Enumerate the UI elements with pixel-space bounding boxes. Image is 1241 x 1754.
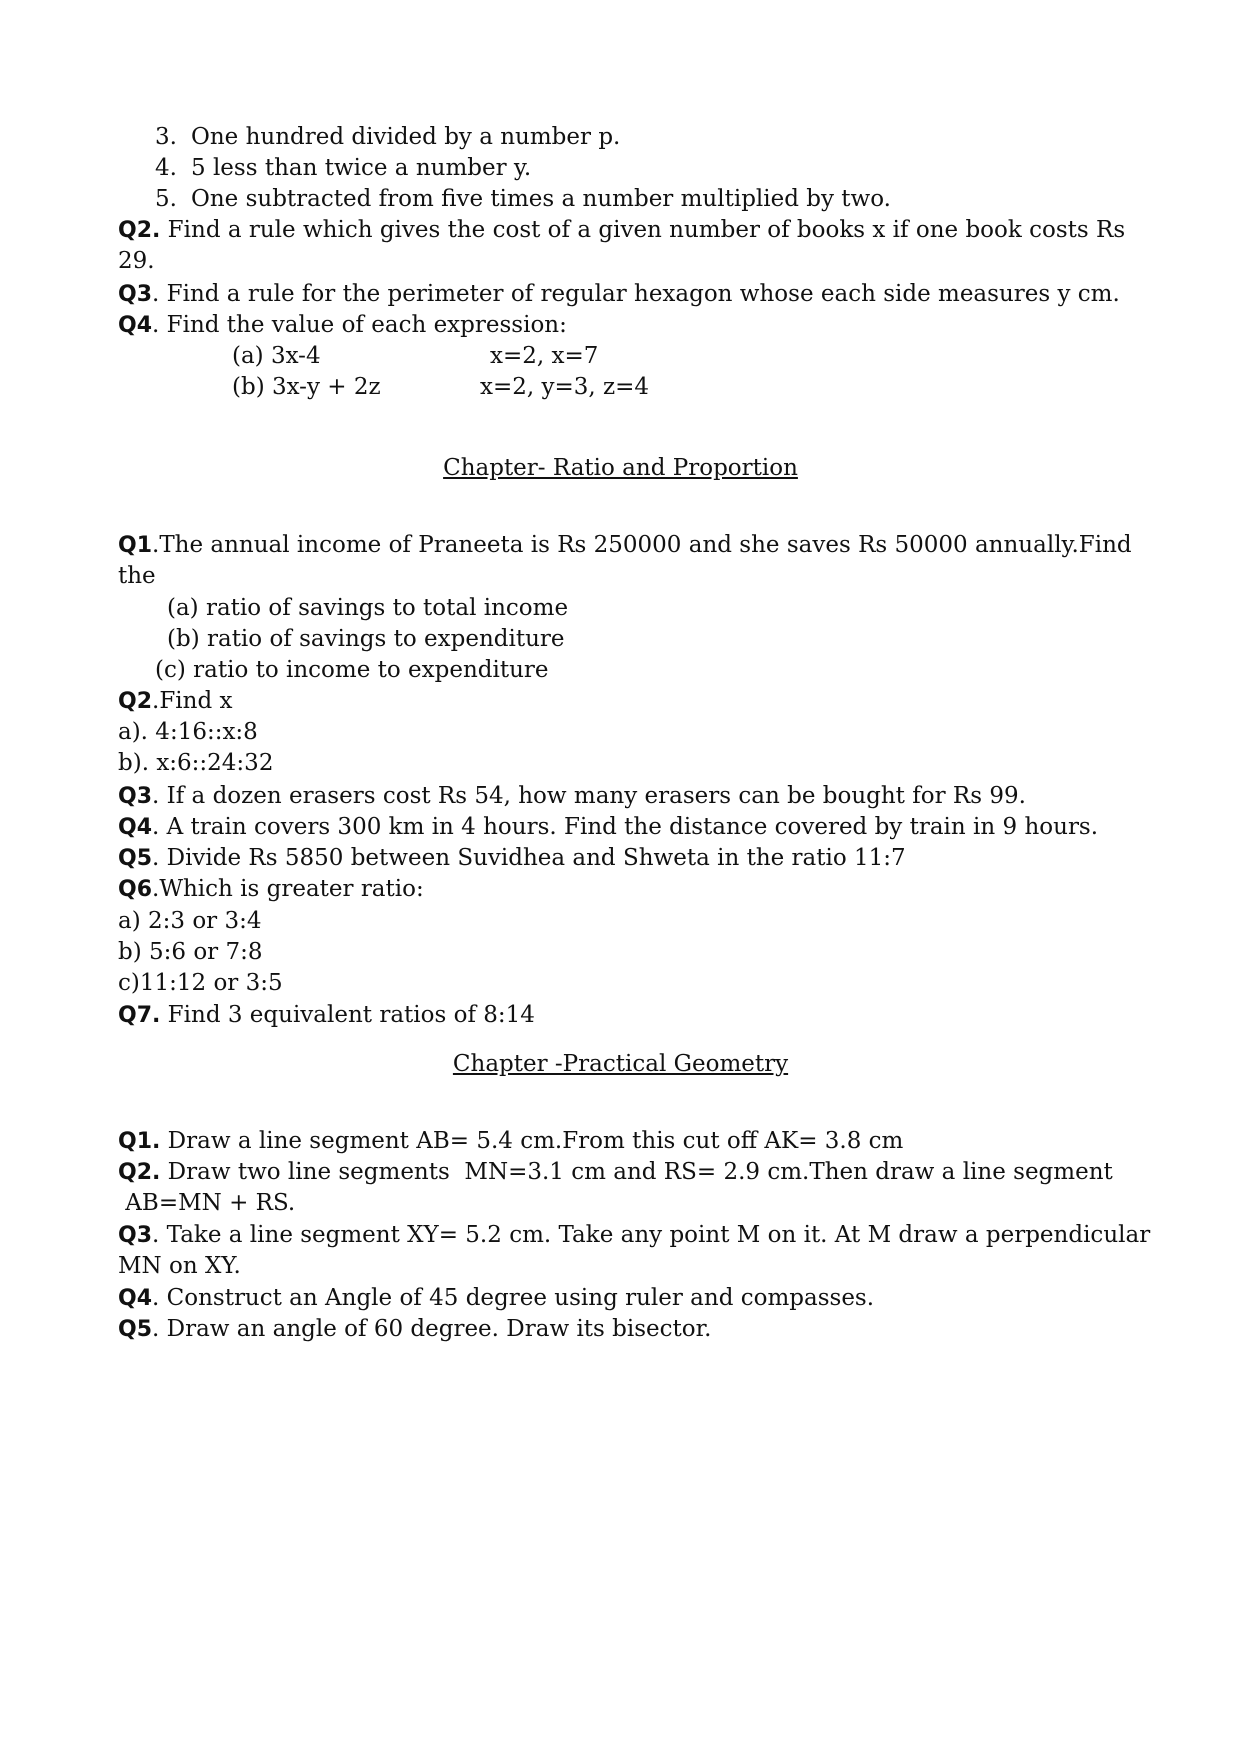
item-number: 3. [155,124,177,150]
question-text: Find a rule which gives the cost of a given number of books x if one book costs Rs [160,217,1126,243]
question-q5 [118,843,906,873]
question-q3 [118,781,1026,811]
question-q2 [118,1157,1113,1187]
question-q7 [118,1000,535,1030]
question-text: . Divide Rs 5850 between Suvidhea and Shweta in the ratio 11:7 [152,845,906,871]
sub-part: a). 4:16::x:8 [118,719,258,745]
question-label: Q1 [118,533,153,558]
sub-part: (b) ratio of savings to expenditure [167,626,565,652]
question-q3 [118,1220,1150,1250]
question-text: . A train covers 300 km in 4 hours. Find the distance covered by train in 9 hours. [152,814,1099,840]
question-continuation: AB=MN + RS. [118,1190,296,1216]
question-text: .The annual income of Praneeta is Rs 250000 and she saves Rs 50000 annually.Find [152,532,1132,558]
sub-part: b) 5:6 or 7:8 [118,939,263,965]
expression-row [232,341,321,371]
question-label: Q5 [118,1317,153,1342]
item-number: 5. [155,186,177,212]
sub-part: (a) ratio of savings to total income [167,595,569,621]
question-q6 [118,874,424,904]
question-label: Q2 [118,689,153,714]
question-label: Q2. [118,1160,161,1185]
item-number: 4. [155,155,177,181]
question-label: Q3 [118,1223,153,1248]
question-q4 [118,812,1098,842]
question-text: Draw two line segments MN=3.1 cm and RS= 2.9 cm.Then draw a line segment [160,1159,1113,1185]
question-label: Q3 [118,282,153,307]
item-text: One subtracted from five times a number multiplied by two. [191,186,891,212]
question-text: Draw a line segment AB= 5.4 cm.From this cut off AK= 3.8 cm [160,1128,904,1154]
question-text: . Draw an angle of 60 degree. Draw its bisector. [152,1316,712,1342]
question-q3 [118,279,1120,309]
question-label: Q1. [118,1129,161,1154]
question-q2 [118,215,1125,245]
question-q1 [118,530,1132,560]
question-q1 [118,1126,903,1156]
chapter-heading: Chapter -Practical Geometry [452,1051,789,1077]
question-text: Find 3 equivalent ratios of 8:14 [160,1002,535,1028]
question-text: . If a dozen erasers cost Rs 54, how many erasers can be bought for Rs 99. [152,783,1026,809]
sub-part: c)11:12 or 3:5 [118,970,283,996]
question-continuation: MN on XY. [118,1253,241,1279]
expression-values: x=2, x=7 [490,343,599,369]
question-text: .Which is greater ratio: [152,876,424,902]
item-text: One hundred divided by a number p. [191,124,621,150]
list-item [155,122,620,152]
question-label: Q3 [118,784,153,809]
sub-part: a) 2:3 or 3:4 [118,908,262,934]
question-text: . Find the value of each expression: [152,312,567,338]
question-label: Q7. [118,1003,161,1028]
chapter-heading: Chapter- Ratio and Proportion [443,455,798,481]
expression-values: x=2, y=3, z=4 [480,374,650,400]
question-continuation: 29. [118,248,155,274]
question-text: . Find a rule for the perimeter of regular hexagon whose each side measures y cm. [152,281,1120,307]
list-item [155,184,891,214]
question-label: Q4 [118,815,153,840]
question-text: . Construct an Angle of 45 degree using ruler and compasses. [152,1285,875,1311]
expression: (a) 3x-4 [232,343,321,369]
sub-part: (c) ratio to income to expenditure [155,657,549,683]
question-q2 [118,686,232,716]
expression-row [232,372,381,402]
question-label: Q5 [118,846,153,871]
question-text: .Find x [152,688,233,714]
question-q4 [118,310,567,340]
question-q4 [118,1283,874,1313]
question-label: Q4 [118,1286,153,1311]
question-q5 [118,1314,711,1344]
question-label: Q4 [118,313,153,338]
sub-part: b). x:6::24:32 [118,750,274,776]
expression: (b) 3x-y + 2z [232,374,381,400]
question-label: Q6 [118,877,153,902]
question-text: . Take a line segment XY= 5.2 cm. Take any point M on it. At M draw a perpendicular [152,1222,1151,1248]
list-item [155,153,531,183]
item-text: 5 less than twice a number y. [191,155,532,181]
question-label: Q2. [118,218,161,243]
question-continuation: the [118,563,156,589]
